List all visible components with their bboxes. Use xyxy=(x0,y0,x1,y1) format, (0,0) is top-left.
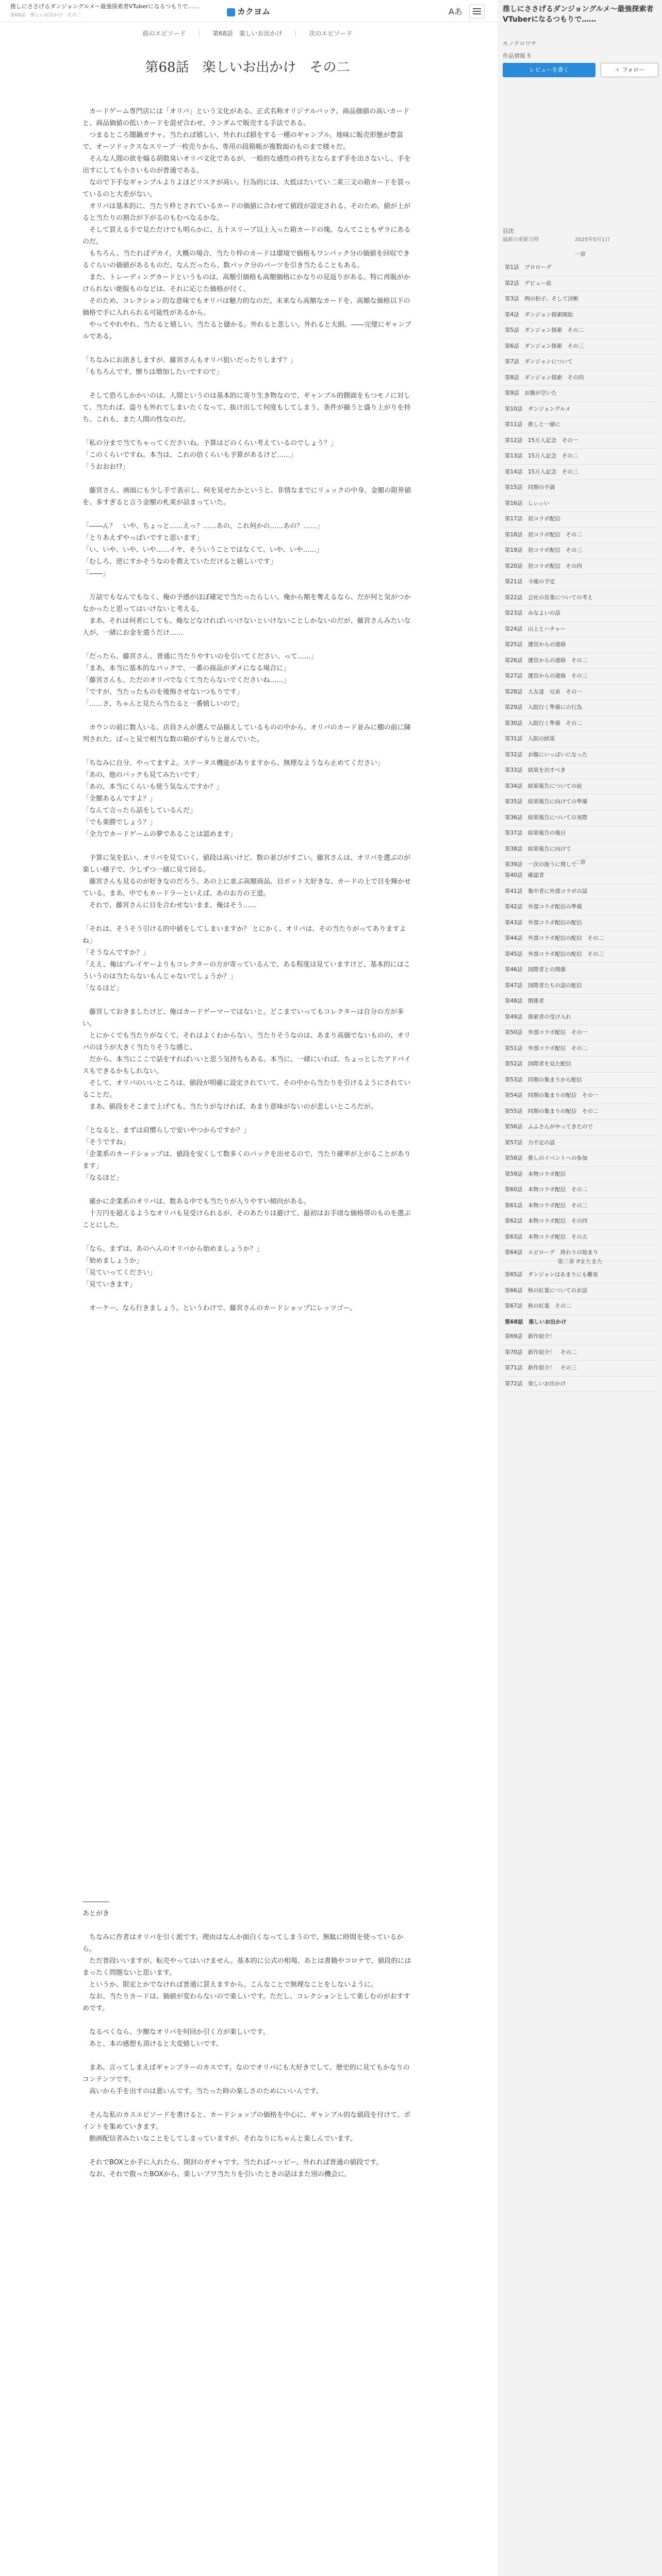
toc-item[interactable]: 第2話 デビュー前 xyxy=(503,276,657,292)
dialogue-line: 「だったら、藤宮さん。普通に当たりやすいのを引いてください、って……」 xyxy=(82,653,318,660)
work-title-link[interactable]: 推しにささげるダンジョングルメ～最強探索者VTuberになるつもりで…… xyxy=(10,3,200,10)
dialogue-line: 「なんて言ったら話をしているんだ」 xyxy=(82,807,197,815)
dialogue-line: 「――」 xyxy=(82,570,110,578)
toc-item[interactable]: 第49話 探索者の受け入れ xyxy=(503,1010,657,1026)
sidebar-work-title[interactable]: 推しにささげるダンジョングルメ～最強探索者VTuberになるつもりで…… xyxy=(503,5,654,24)
toc-item[interactable]: 第34話 結果報告についての前 xyxy=(503,779,657,795)
toc-item[interactable]: 第64話 エピローグ 終わりの始まり xyxy=(503,1245,657,1261)
update-value: 2025年5月1日 xyxy=(575,237,610,243)
toc-item[interactable]: 第39話 一次の扱うに関して xyxy=(503,857,657,873)
dialogue-line: 「そうですね」 xyxy=(82,1139,130,1146)
body-paragraph: まあ、値段をそこまで上げても、当たりがなければ、あまり意味がないのが悲しいところだが。 xyxy=(89,1103,377,1111)
dialogue-line: 「い、いや、いや、いや……イヤ、そういうことではなくて、いや、いや……」 xyxy=(82,546,323,554)
toc-item[interactable]: 第44話 外部コラボ配信の配信 その二 xyxy=(503,931,657,947)
body-paragraph: また、トレーディングカードというものは、高額引価格も高額価格にかなりの見返りがある。特に再販がかけられない絶版ものなどは、それに応じた価格が付く。 xyxy=(82,274,410,293)
dialogue-line: 「ですが、当たったものを後悔させないつもりです」 xyxy=(82,688,244,696)
toc-item[interactable]: 第51話 外部コラボ配信 その二 xyxy=(503,1041,657,1057)
afterword xyxy=(82,1896,412,2180)
body-paragraph: なお、それで散ったBOXから、楽しいブワ当たりを引いたときの話はまた別の機会に。 xyxy=(89,2171,351,2178)
body-paragraph: 十万円を超えるようなオリパも見受けられるが、そのあたりは避けて、最初はお手頃な価格帯のものを選ぶことにした。 xyxy=(82,1210,411,1229)
body-paragraph: そんな人間の欲を煽る胡散臭いオリパ文化であるが、一般的な感性の持ち主ならまず手を出さないし、手を出すにしても小さいものが普通である。 xyxy=(82,155,411,175)
body-paragraph: というか、限定とかでなければ普通に買えますから。こんなことで無理なことをしないように。 xyxy=(89,1981,378,1989)
dialogue-line: 「――ん？ いや、ちょっと……えっ？……あの、これ何かの……あの？……」 xyxy=(82,522,324,530)
dialogue-line: 「なるほど」 xyxy=(82,985,123,992)
toc-item[interactable]: 第11話 推しと一緒に xyxy=(503,417,657,433)
blank-line xyxy=(82,1113,412,1125)
review-button[interactable]: レビューを書く xyxy=(503,63,595,77)
blank-line xyxy=(82,2050,412,2062)
toc-item[interactable]: 第56話 ふふさんがやってきたので xyxy=(503,1120,657,1136)
toc-item[interactable]: 第42話 外部コラボ配信の準備 xyxy=(503,900,657,916)
toc-list-1 xyxy=(503,260,657,873)
body-paragraph: 予算に気を払い、オリパを見ていく。値段は高いけど、数の並びがすごい。藤宮さんは、オリパを選ぶのが楽しい様子で、少しずつ一緒に見て回る。 xyxy=(82,854,410,874)
dialogue-line: 「ちなみにお訊きしますが、藤宮さんもオリパ狙いだったりします？」 xyxy=(82,357,297,364)
dialogue-line: 「全力でカードゲームの夢であることは認めます」 xyxy=(82,831,237,838)
dialogue-line: 「始めましょうか」 xyxy=(82,1257,143,1265)
body-paragraph: オリパは基本的に、当たり枠とされているカードの価値に合わせて値段が設定される。そのため、値が上がると当たりの割合が下がるのもむべなるかな。 xyxy=(82,202,411,222)
toc-item[interactable]: 第13話 15万人記念 その二 xyxy=(503,449,657,465)
toc-item[interactable]: 第20話 初コラボ配信 その四 xyxy=(503,559,657,575)
dialogue-line: 「企業系のカードショップは、値段を安くして数多くのパックを出せるので、当たり確率が上がることがあります」 xyxy=(82,1150,411,1170)
toc-item[interactable]: 第54話 同期の集まりの配信 その一 xyxy=(503,1088,657,1104)
blank-line xyxy=(82,580,412,591)
body-paragraph: 確かに企業系のオリパは、数ある中でも当たりが入りやすい傾向がある。 xyxy=(89,1198,310,1206)
toc-item[interactable]: 第26話 運営からの連絡 その二 xyxy=(503,653,657,669)
toc-item[interactable]: 第46話 国際者との関係 xyxy=(503,962,657,978)
toc-item[interactable]: 第1話 プロローグ xyxy=(503,260,657,276)
dialogue-line: 「ちなみに自分、やってますよ。ステータス機能がありますから、無理なようなら止めてください」 xyxy=(82,759,384,767)
body-paragraph: とにかくでも当たりがなくて、それはよくわからない。当たりそうなのは、あまり高価でないものの、オリパのほうが大きく当たりそうな感じ。 xyxy=(82,1032,411,1052)
body-paragraph: 高いから手を出すのは悪いんです。当たった時の楽しさのためにいいんです。 xyxy=(89,2088,323,2095)
toc-item[interactable]: 第40話 確認者 xyxy=(503,868,657,884)
toc-item[interactable]: 第19話 初コラボ配信 その三 xyxy=(503,543,657,559)
toc-item[interactable]: 第22話 会社の営業についての考え xyxy=(503,590,657,606)
toc-label: 目次 xyxy=(503,228,514,234)
blank-line xyxy=(82,1231,412,1243)
body-paragraph: つまるところ闇鍋ガチャ。当たれば嬉しい、外れれば損をする一種のギャンブル。地味に販売形態が豊富で、オーソドックスなスリーブ一枚売りから、専用の段箱帳が複数面のものまで様々だ。 xyxy=(82,131,404,151)
body-paragraph: そんな私のカスエピソードを書けると、カードショップの価格を中心に、ギャンブル的な値段を付けて、ポイントを集めていきます。 xyxy=(82,2111,410,2131)
toc-item[interactable]: 第43話 外部コラボ配信の配信 xyxy=(503,916,657,931)
toc-item[interactable]: 第18話 初コラボ配信 その二 xyxy=(503,528,657,544)
blank-line xyxy=(82,1291,412,1302)
toc-item[interactable]: 第21話 今後の予定 xyxy=(503,574,657,590)
toc-item[interactable]: 第53話 同期の集まりから配信 xyxy=(503,1073,657,1089)
site-logo[interactable]: カクヨム xyxy=(227,5,270,17)
blank-line xyxy=(82,1184,412,1196)
blank-line xyxy=(82,994,412,1006)
blank-line xyxy=(82,840,412,852)
toc-item[interactable]: 第31話 入院の結果 xyxy=(503,732,657,748)
dialogue-line: 「うおおお!?」 xyxy=(82,463,129,471)
toc-list-2 xyxy=(503,868,657,1261)
toc-list-4 xyxy=(503,1329,657,1392)
toc-section-1: 一章 xyxy=(574,251,586,258)
dialogue-line: 「あの、本当にくらいも使う気なんですか？」 xyxy=(82,783,223,791)
body-paragraph: なるべくなら、少額なオリパを何回か引く方が楽しいです。 xyxy=(89,2028,270,2036)
toc-item[interactable]: 第14話 15万人記念 その三 xyxy=(503,465,657,481)
blank-line xyxy=(82,2014,412,2026)
toc-item[interactable]: 第69話 新作紹介！ xyxy=(503,1329,657,1345)
afterword-divider: ―――― xyxy=(82,1898,109,1906)
toc-item[interactable]: 第5話 ダンジョン探索 その二 xyxy=(503,323,657,339)
dialogue-line: 「藤宮さんも、ただのオリパでなくて当たらないでくださいね……」 xyxy=(82,676,290,684)
body-paragraph: もちろん、当たればデカイ。大概の場合、当たり枠のカードは環境で価格もワンパック分の価値を回収できるぐらいの価値があるものだ。なんだったら、数パック分のパーツを引き当たることもある。 xyxy=(82,250,410,269)
dialogue-line: 「とりあえずやっぱいですと思います」 xyxy=(82,534,204,542)
toc-item[interactable]: 第38話 結果報告に向けて xyxy=(503,842,657,858)
toc-item[interactable]: 第41話 集中者に外部コラボの話 xyxy=(503,884,657,900)
body-paragraph: なお、当たりカードは、価値が変わらないので楽しいです。ただし、コレクションとして楽しむのがおすすめです。 xyxy=(82,1993,410,2012)
toc-item[interactable]: 第16話 しぃぃい xyxy=(503,496,657,512)
blank-line xyxy=(82,343,412,354)
follow-button[interactable]: ＋ フォロー xyxy=(601,63,658,77)
episode-subtitle: 第68話 楽しいお出かけ その二 xyxy=(10,13,81,18)
toc-item[interactable]: 第65話 ダンジョンはあまりにも難易 xyxy=(503,1267,657,1283)
current-episode-label: 第68話 楽しいお出かけ xyxy=(212,30,283,37)
toc-item[interactable]: 第9話 お腹が空いた xyxy=(503,386,657,402)
toc-item[interactable]: 第70話 新作紹介！ その二 xyxy=(503,1345,657,1361)
body-paragraph: そして、オリパのいいところは、値段が明確に設定されていて、その中から当たりを引けるようにされていることだ。 xyxy=(82,1079,411,1099)
toc-item[interactable]: 第4話 ダンジョン探索開始 xyxy=(503,308,657,324)
sidebar-author[interactable]: モノクロワサ xyxy=(503,40,537,47)
chapter-nav: 前のエピソード | 第68話 楽しいお出かけ | 次のエピソード xyxy=(0,27,495,40)
blank-line xyxy=(82,639,412,651)
dialogue-line: 「このくらいですね。本当は、これの倍くらいも予算があるけど……」 xyxy=(82,451,297,459)
update-label: 最新の更新日時 xyxy=(503,237,539,243)
body-paragraph: 藤宮さん、画面にも少し手で表示し、何を見せたかというと、非情なまでにリュックの中身。金額の限界値を、多すぎると言う金額の札束が詰まっていた。 xyxy=(82,487,411,506)
toc-item[interactable]: 第63話 本物コラボ配信 その五 xyxy=(503,1230,657,1246)
toc-item[interactable]: 第24話 山上とハチャー xyxy=(503,622,657,638)
dialogue-line: 「なら、まずは、あのへんのオリパから始めましょうか？」 xyxy=(82,1245,263,1253)
body-paragraph: ちなみに作者はオリパを引く派です。理由はなんか面白くなってしまうので、無駄に時間を使っているから。 xyxy=(82,1934,404,1953)
dialogue-line: 「……さ、ちゃんと見たら当たると一番嬉しいので」 xyxy=(82,700,243,708)
toc-item[interactable]: 第66話 秋の紅葉についてのお話 xyxy=(503,1283,657,1299)
blank-line xyxy=(82,2097,412,2109)
toc-item[interactable]: 第50話 外部コラボ配信 その一 xyxy=(503,1025,657,1041)
body-paragraph: 動画配信者みたいなことをしてしまっていますが、それなりにちゃんと楽しんでいます。 xyxy=(89,2135,357,2143)
font-settings-button[interactable]: Aあ xyxy=(449,7,462,16)
blank-line xyxy=(82,745,412,757)
body-paragraph: カウンの前に数人いる、店員さんが選んで品揃えしているものの中から、オリパのカード並みに棚の前に陳列された、ぱっと見で相当な数の箱がずらりと並んでいた。 xyxy=(82,724,411,743)
blank-line xyxy=(82,473,412,485)
toc-item[interactable]: 第6話 ダンジョン探索 その三 xyxy=(503,339,657,355)
toc-item[interactable]: 第35話 結果報告に向けての準備 xyxy=(503,794,657,810)
toc-section-2: 二章 xyxy=(574,859,586,866)
toc-item[interactable]: 第10話 ダンジョングルメ xyxy=(503,402,657,418)
blank-line xyxy=(82,710,412,722)
toc-item[interactable]: 第27話 運営からの連絡 その三 xyxy=(503,669,657,685)
dialogue-line: 「見ていきます」 xyxy=(82,1281,137,1289)
blank-line xyxy=(82,911,412,923)
dialogue-line: 「全額あるんですよ？」 xyxy=(82,795,157,803)
body-paragraph: あと、本の感想も頂けると大変嬉しいです。 xyxy=(89,2040,223,2048)
toc-item[interactable]: 第37話 結果報告の後日 xyxy=(503,826,657,842)
body-paragraph: オーケー、なら行きましょう。というわけで、藤宮さんのカードショップにレッツゴー。 xyxy=(89,1304,357,1312)
body-paragraph: まあ、言ってしまえばギャンブラーのカスです。なのでオリパにも大好きでして、歴史的に見てもかなりのコンテンツです。 xyxy=(82,2064,410,2083)
body-paragraph: まあ、それは何者にしても、俺などなければいいけないといけないことしかないのだが、藤宮さんみたいな人が、一緒にお金を遣うだけ…… xyxy=(82,617,411,637)
next-episode-link[interactable]: 次のエピソード xyxy=(309,30,353,37)
toc-item[interactable]: 第52話 国際者を見た配信 xyxy=(503,1057,657,1073)
toc-list-3 xyxy=(503,1267,657,1330)
dialogue-line: 「見ていってください」 xyxy=(82,1269,157,1277)
prev-episode-link[interactable]: 前のエピソード xyxy=(142,30,186,37)
body-paragraph: そして恐ろしかかいのは、人間というのは基本的に寄り生き物なので、ギャンブル的側面をもつモノに対して、当たれば、盗りも外れてしまいたくなって、抜け出して何度もしてしまう。条件が揃うと盛り上がりを持ち、これも、また人間の性なのだ。 xyxy=(82,392,411,423)
toc-item[interactable]: 第33話 結果を出すべき xyxy=(503,763,657,779)
toc-item[interactable]: 第57話 力不足の話 xyxy=(503,1136,657,1151)
toc-item[interactable]: 第59話 本物コラボ配信 xyxy=(503,1167,657,1183)
body-paragraph: 藤宮さんも見るのが好きなのだろう。あの上に並ぶ高額商品、目ボット大好きな、カードの上で目を輝かせている。まあ、中でもカードラーといえば、あのお方の王道。 xyxy=(82,878,411,897)
toc-item[interactable]: 第3話 例の拍子、そして決断 xyxy=(503,292,657,308)
dialogue-line: 「でも楽勝でしょう？」 xyxy=(82,819,157,826)
dialogue-line: 「まあ、本当に基本的なパックで、一番の商品がダメになる場合に」 xyxy=(82,665,290,672)
body-paragraph: なので下手なギャンブルよりよほどリスクが高い。行為的には、大抵はたいてい二束三文の箱カードを買っているのと大差がない。 xyxy=(82,179,411,198)
toc-item[interactable]: 第30話 入院行く準備 その二 xyxy=(503,716,657,732)
dialogue-line: 「そうなんですか？」 xyxy=(82,949,150,957)
afterword-heading: あとがき xyxy=(82,1910,110,1918)
toc-item[interactable]: 第71話 新作紹介！ その三 xyxy=(503,1361,657,1377)
toc-item[interactable]: 第62話 本物コラボ配信 その四 xyxy=(503,1214,657,1230)
body-paragraph: そのため、コレクション的な意味でもオリパは魅力的なのだ。未来なら高額なカードを、高額な価格以下の価格で手に入れられる可能性があるから。 xyxy=(82,297,410,317)
sidebar-work-info[interactable]: 作品情報 5 xyxy=(503,53,531,59)
dialogue-line: 「あの、他のパックも見てみたいです」 xyxy=(82,771,203,779)
blank-line xyxy=(82,426,412,437)
toc-item[interactable]: 第8話 ダンジョン探索 その四 xyxy=(503,370,657,386)
toc-item[interactable]: 第29話 入院行く準備にの行為 xyxy=(503,700,657,716)
toc-section-3: 第二章 ifまたまた xyxy=(557,1258,603,1265)
body-paragraph: 藤宮しておきましたけど、俺はカードゲーマーではないと。どこまでいってもコレクターは自分の方が多い。 xyxy=(82,1008,404,1028)
blank-line xyxy=(82,2145,412,2157)
body-paragraph: そして買える手で見ただけでも明らかに、五十スリーブ以上入った箱カードの塊、なんてこともザラにあるのだ。 xyxy=(82,226,411,246)
body-paragraph: カードゲーム専門店には「オリパ」という文化がある。正式名称オリジナルパック。商品価値の高いカードと、商品価値の低いカードを混ぜ合わせ、ランダムで販売する手法である。 xyxy=(82,108,410,127)
dialogue-line: 「なるほど」 xyxy=(82,1174,123,1182)
toc-item[interactable]: 第47話 国際者たちの話の配信 xyxy=(503,978,657,994)
toc-item[interactable]: 第32話 お腹にいっぱいになった xyxy=(503,748,657,764)
blank-line xyxy=(82,1920,412,1931)
toc-item[interactable]: 第28話 大友達 兄弟 その一 xyxy=(503,685,657,701)
body-paragraph: だから、本当にここで話をすればいいと思う気持ちもある。本当に、一緒にいれば、ちょっとしたアドバイスもできるかもしれない。 xyxy=(82,1056,411,1075)
blank-line xyxy=(82,509,412,520)
toc-item[interactable]: 第55話 同期の集まりの配信 その二 xyxy=(503,1104,657,1120)
dialogue-line: 「それは、そうそう引ける的中値をしてしまいますか？ とにかく、オリパは、その当たりがってありますよね」 xyxy=(82,925,406,945)
episode-title: 第68話 楽しいお出かけ その二 xyxy=(145,60,350,75)
toc-item[interactable]: 第15話 同期の不満 xyxy=(503,480,657,496)
dialogue-line: 「となると、まずは肩慣らしで安いやつからですか？」 xyxy=(82,1127,250,1134)
body-paragraph: それで、藤宮さんに目を合わせないまま、俺はそう…… xyxy=(89,902,257,909)
toc-item[interactable]: 第7話 ダンジョンについて xyxy=(503,354,657,370)
toc-item[interactable]: 第68話 楽しいお出かけ xyxy=(503,1315,657,1331)
dialogue-line: 「むしろ、逆にすかそうなのを教えていただけると嬉しいです」 xyxy=(82,558,277,566)
toc-item[interactable]: 第36話 結果報告についての実際 xyxy=(503,810,657,826)
dialogue-line: 「もちろんです。懐りは増加したいですので」 xyxy=(82,368,223,376)
episode-body xyxy=(82,106,412,1314)
toc-item[interactable]: 第45話 外部コラボ配信の配信 その三 xyxy=(503,947,657,963)
blank-line xyxy=(82,378,412,390)
dialogue-line: 「ええ、俺はプレイヤーよりもコレクターの方が寄っているんで、ある程度は見ていますけど、基本的にはこういうのは当たらないもんじゃないでしょうか？」 xyxy=(82,961,410,980)
toc-item[interactable]: 第48話 関係者 xyxy=(503,994,657,1010)
toc-item[interactable]: 第61話 本物コラボ配信 その三 xyxy=(503,1198,657,1214)
toc-item[interactable]: 第58話 推しのイベントへの参加 xyxy=(503,1151,657,1167)
toc-item[interactable]: 第12話 15万人記念 その一 xyxy=(503,433,657,449)
toc-item[interactable]: 第72話 楽しいお出かけ xyxy=(503,1377,657,1393)
kakuyomu-logo-icon xyxy=(227,8,235,16)
sidebar xyxy=(498,0,662,2576)
toc-item[interactable]: 第67話 秋の紅葉 その二 xyxy=(503,1299,657,1315)
menu-icon[interactable] xyxy=(469,4,485,19)
toc-item[interactable]: 第17話 初コラボ配信 xyxy=(503,512,657,528)
body-paragraph: それでBOXとか手に入れたら、開封のガチャです。当たればハッピー、外れれば普通の値段です。 xyxy=(89,2159,383,2166)
body-paragraph: 万話でもなんでもなく、俺の予感がほぼ確定で当たったらしい。俺から額を奪えるなら、だが何と気がつかなかったと思ってはいけないと考える。 xyxy=(82,594,411,613)
dialogue-line: 「私の分まで当てちゃってくださいね。予算はどのくらい考えているのでしょう？」 xyxy=(82,439,338,447)
body-paragraph: ただ普段いいますが、転売やってはいけません。基本的に公式の相場、あとは書籍やコロナで、値段的にはまったく問題ないと思います。 xyxy=(82,1957,411,1977)
toc-item[interactable]: 第60話 本物コラボ配信 その二 xyxy=(503,1182,657,1198)
body-paragraph: やってやれやれ、当たると嬉しい。当たると儲かる。外れると悲しい。外れると大損。――完璧にギャンブルである。 xyxy=(82,321,411,341)
toc-item[interactable]: 第23話 みなよいの話 xyxy=(503,606,657,622)
toc-item[interactable]: 第25話 運営からの連絡 xyxy=(503,637,657,653)
